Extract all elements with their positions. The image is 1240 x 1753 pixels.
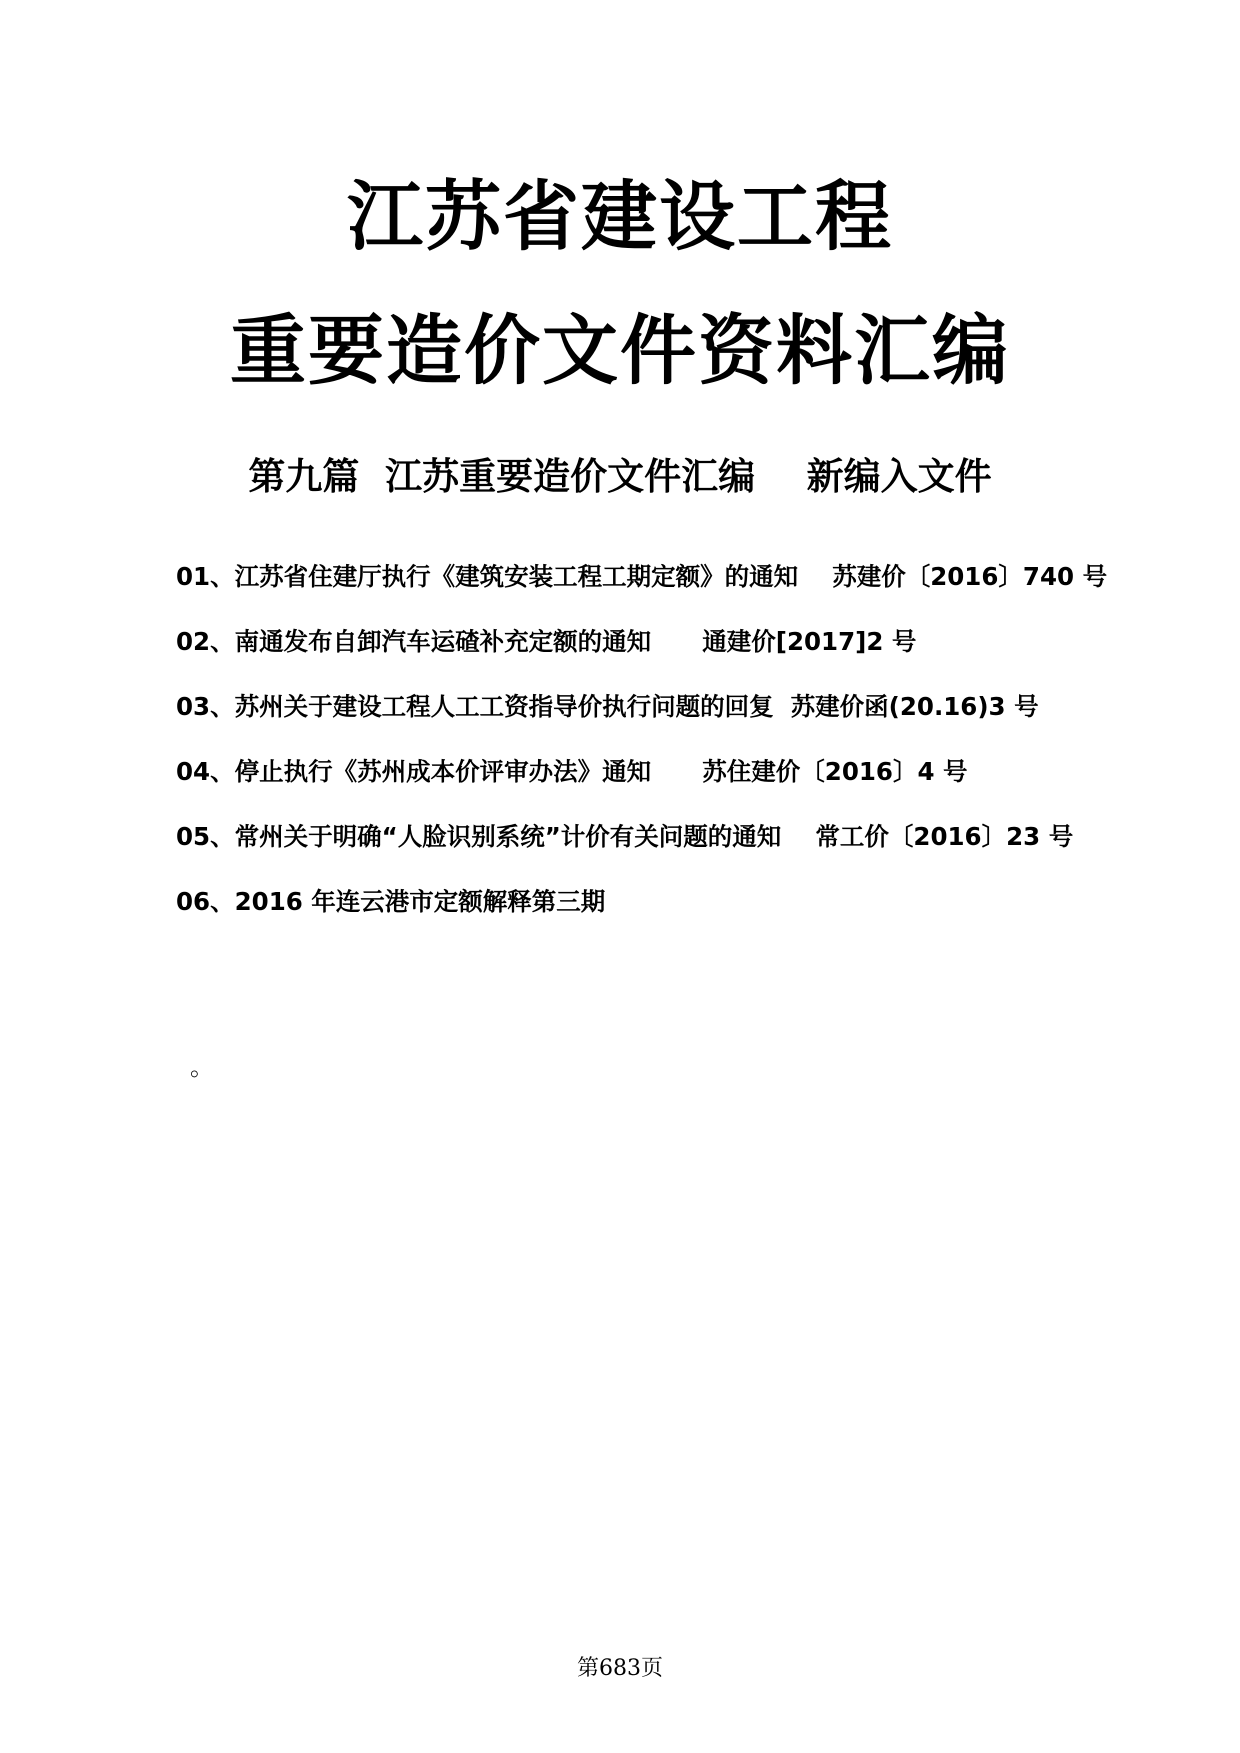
stray-period-mark: 。 bbox=[190, 1053, 214, 1081]
list-item-04: 04、停止执行《苏州成本价评审办法》通知 苏住建价〔2016〕4 号 bbox=[176, 757, 968, 786]
list-item-05: 05、常州关于明确“人脸识别系统”计价有关问题的通知 常工价〔2016〕23 号 bbox=[176, 822, 1074, 851]
document-title-line-1: 江苏省建设工程 bbox=[347, 172, 893, 261]
document-list bbox=[176, 555, 1176, 945]
section-subtitle: 第九篇 江苏重要造价文件汇编 新编入文件 bbox=[248, 455, 992, 498]
list-item-06: 06、2016 年连云港市定额解释第三期 bbox=[176, 887, 606, 916]
document-title-line-2: 重要造价文件资料汇编 bbox=[230, 306, 1010, 395]
list-item-02: 02、南通发布自卸汽车运碴补充定额的通知 通建价[2017]2 号 bbox=[176, 627, 917, 656]
list-item-03: 03、苏州关于建设工程人工工资指导价执行问题的回复 苏建价函(20.16)3 号 bbox=[176, 692, 1039, 721]
page-number-footer: 第683页 bbox=[577, 1656, 663, 1681]
list-item-01: 01、江苏省住建厅执行《建筑安装工程工期定额》的通知 苏建价〔2016〕740 号 bbox=[176, 562, 1108, 591]
